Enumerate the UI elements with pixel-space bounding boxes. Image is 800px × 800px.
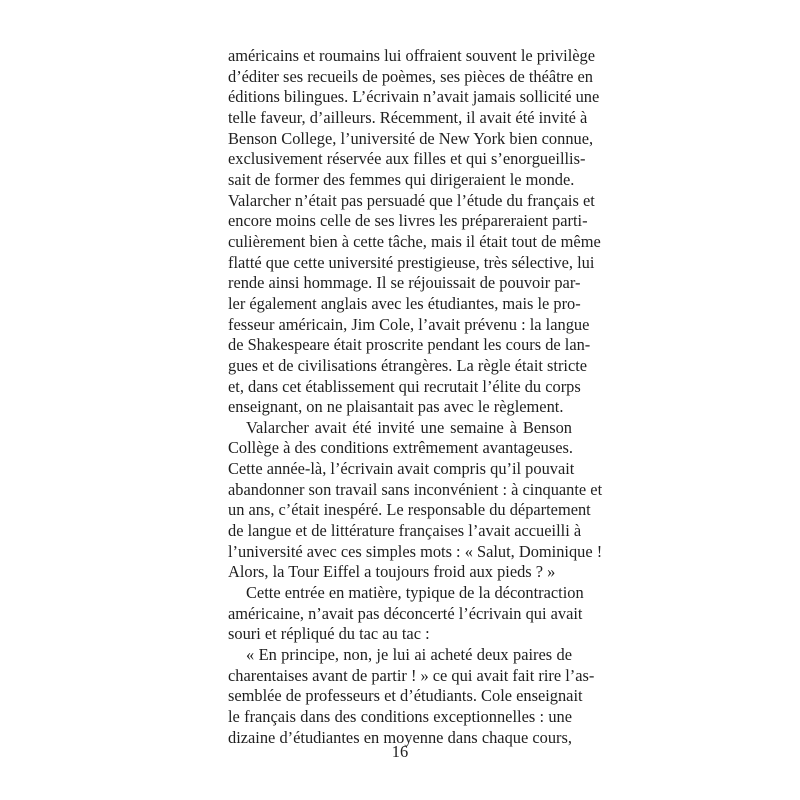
text-line: rende ainsi hommage. Il se réjouissait de pouvoir par- xyxy=(228,273,581,293)
text-line: exclusivement réservée aux filles et qui s’enorgueillis- xyxy=(228,149,586,169)
text-line: l’université avec ces simples mots : « Salut, Dominique ! xyxy=(228,541,603,561)
text-line: de langue et de littérature françaises l’avait accueilli à xyxy=(228,521,582,541)
text-line: ler également anglais avec les étudiantes, mais le pro- xyxy=(228,293,581,313)
text-line: Collège à des conditions extrêmement avantageuses. xyxy=(228,438,574,458)
text-line: semblée de professeurs et d’étudiants. Cole enseignait xyxy=(228,686,583,706)
text-line: américaine, n’avait pas déconcerté l’écrivain qui avait xyxy=(228,603,583,623)
text-line: Valarcher avait été invité une semaine à Benson xyxy=(246,417,572,437)
text-line: et, dans cet établissement qui recrutait l’élite du corps xyxy=(228,376,581,396)
text-line: Cette entrée en matière, typique de la décontraction xyxy=(246,583,584,603)
text-line: culièrement bien à cette tâche, mais il était tout de même xyxy=(228,231,601,251)
text-line: fesseur américain, Jim Cole, l’avait prévenu : la langue xyxy=(228,314,590,334)
text-line: le français dans des conditions exceptionnelles : une xyxy=(228,707,572,726)
text-line: charentaises avant de partir ! » ce qui avait fait rire l’as- xyxy=(228,665,595,685)
text-line: sait de former des femmes qui dirigeraient le monde. xyxy=(228,169,575,189)
text-line: Benson College, l’université de New York bien connue, xyxy=(228,128,594,148)
text-line: Valarcher n’était pas persuadé que l’étude du français et xyxy=(228,190,595,210)
text-line: Cette année-là, l’écrivain avait compris qu’il pouvait xyxy=(228,459,575,479)
text-line: enseignant, on ne plaisantait pas avec le règlement. xyxy=(228,397,564,417)
text-line: dizaine d’étudiantes en moyenne dans chaque cours, xyxy=(228,727,572,747)
text-line: Alors, la Tour Eiffel a toujours froid aux pieds ? » xyxy=(228,562,556,582)
page-number: 16 xyxy=(391,742,409,761)
text-line: telle faveur, d’ailleurs. Récemment, il avait été invité à xyxy=(228,107,588,127)
text-line: un ans, c’était inespéré. Le responsable du département xyxy=(228,500,591,520)
text-line: « En principe, non, je lui ai acheté deux paires de xyxy=(246,645,572,665)
text-line: d’éditer ses recueils de poèmes, ses pièces de théâtre en xyxy=(228,66,593,86)
text-line: gues et de civilisations étrangères. La règle était stricte xyxy=(228,355,588,375)
text-line: américains et roumains lui offraient souvent le privilège xyxy=(228,46,596,65)
body-text xyxy=(228,46,603,748)
text-line: encore moins celle de ses livres les prépareraient parti- xyxy=(228,211,588,231)
text-line: souri et répliqué du tac au tac : xyxy=(228,624,430,644)
text-line: éditions bilingues. L’écrivain n’avait jamais sollicité une xyxy=(228,87,600,107)
text-line: de Shakespeare était proscrite pendant les cours de lan- xyxy=(228,335,591,355)
text-line: abandonner son travail sans inconvénient : à cinquante et xyxy=(228,479,603,499)
text-line: flatté que cette université prestigieuse, très sélective, lui xyxy=(228,252,595,272)
